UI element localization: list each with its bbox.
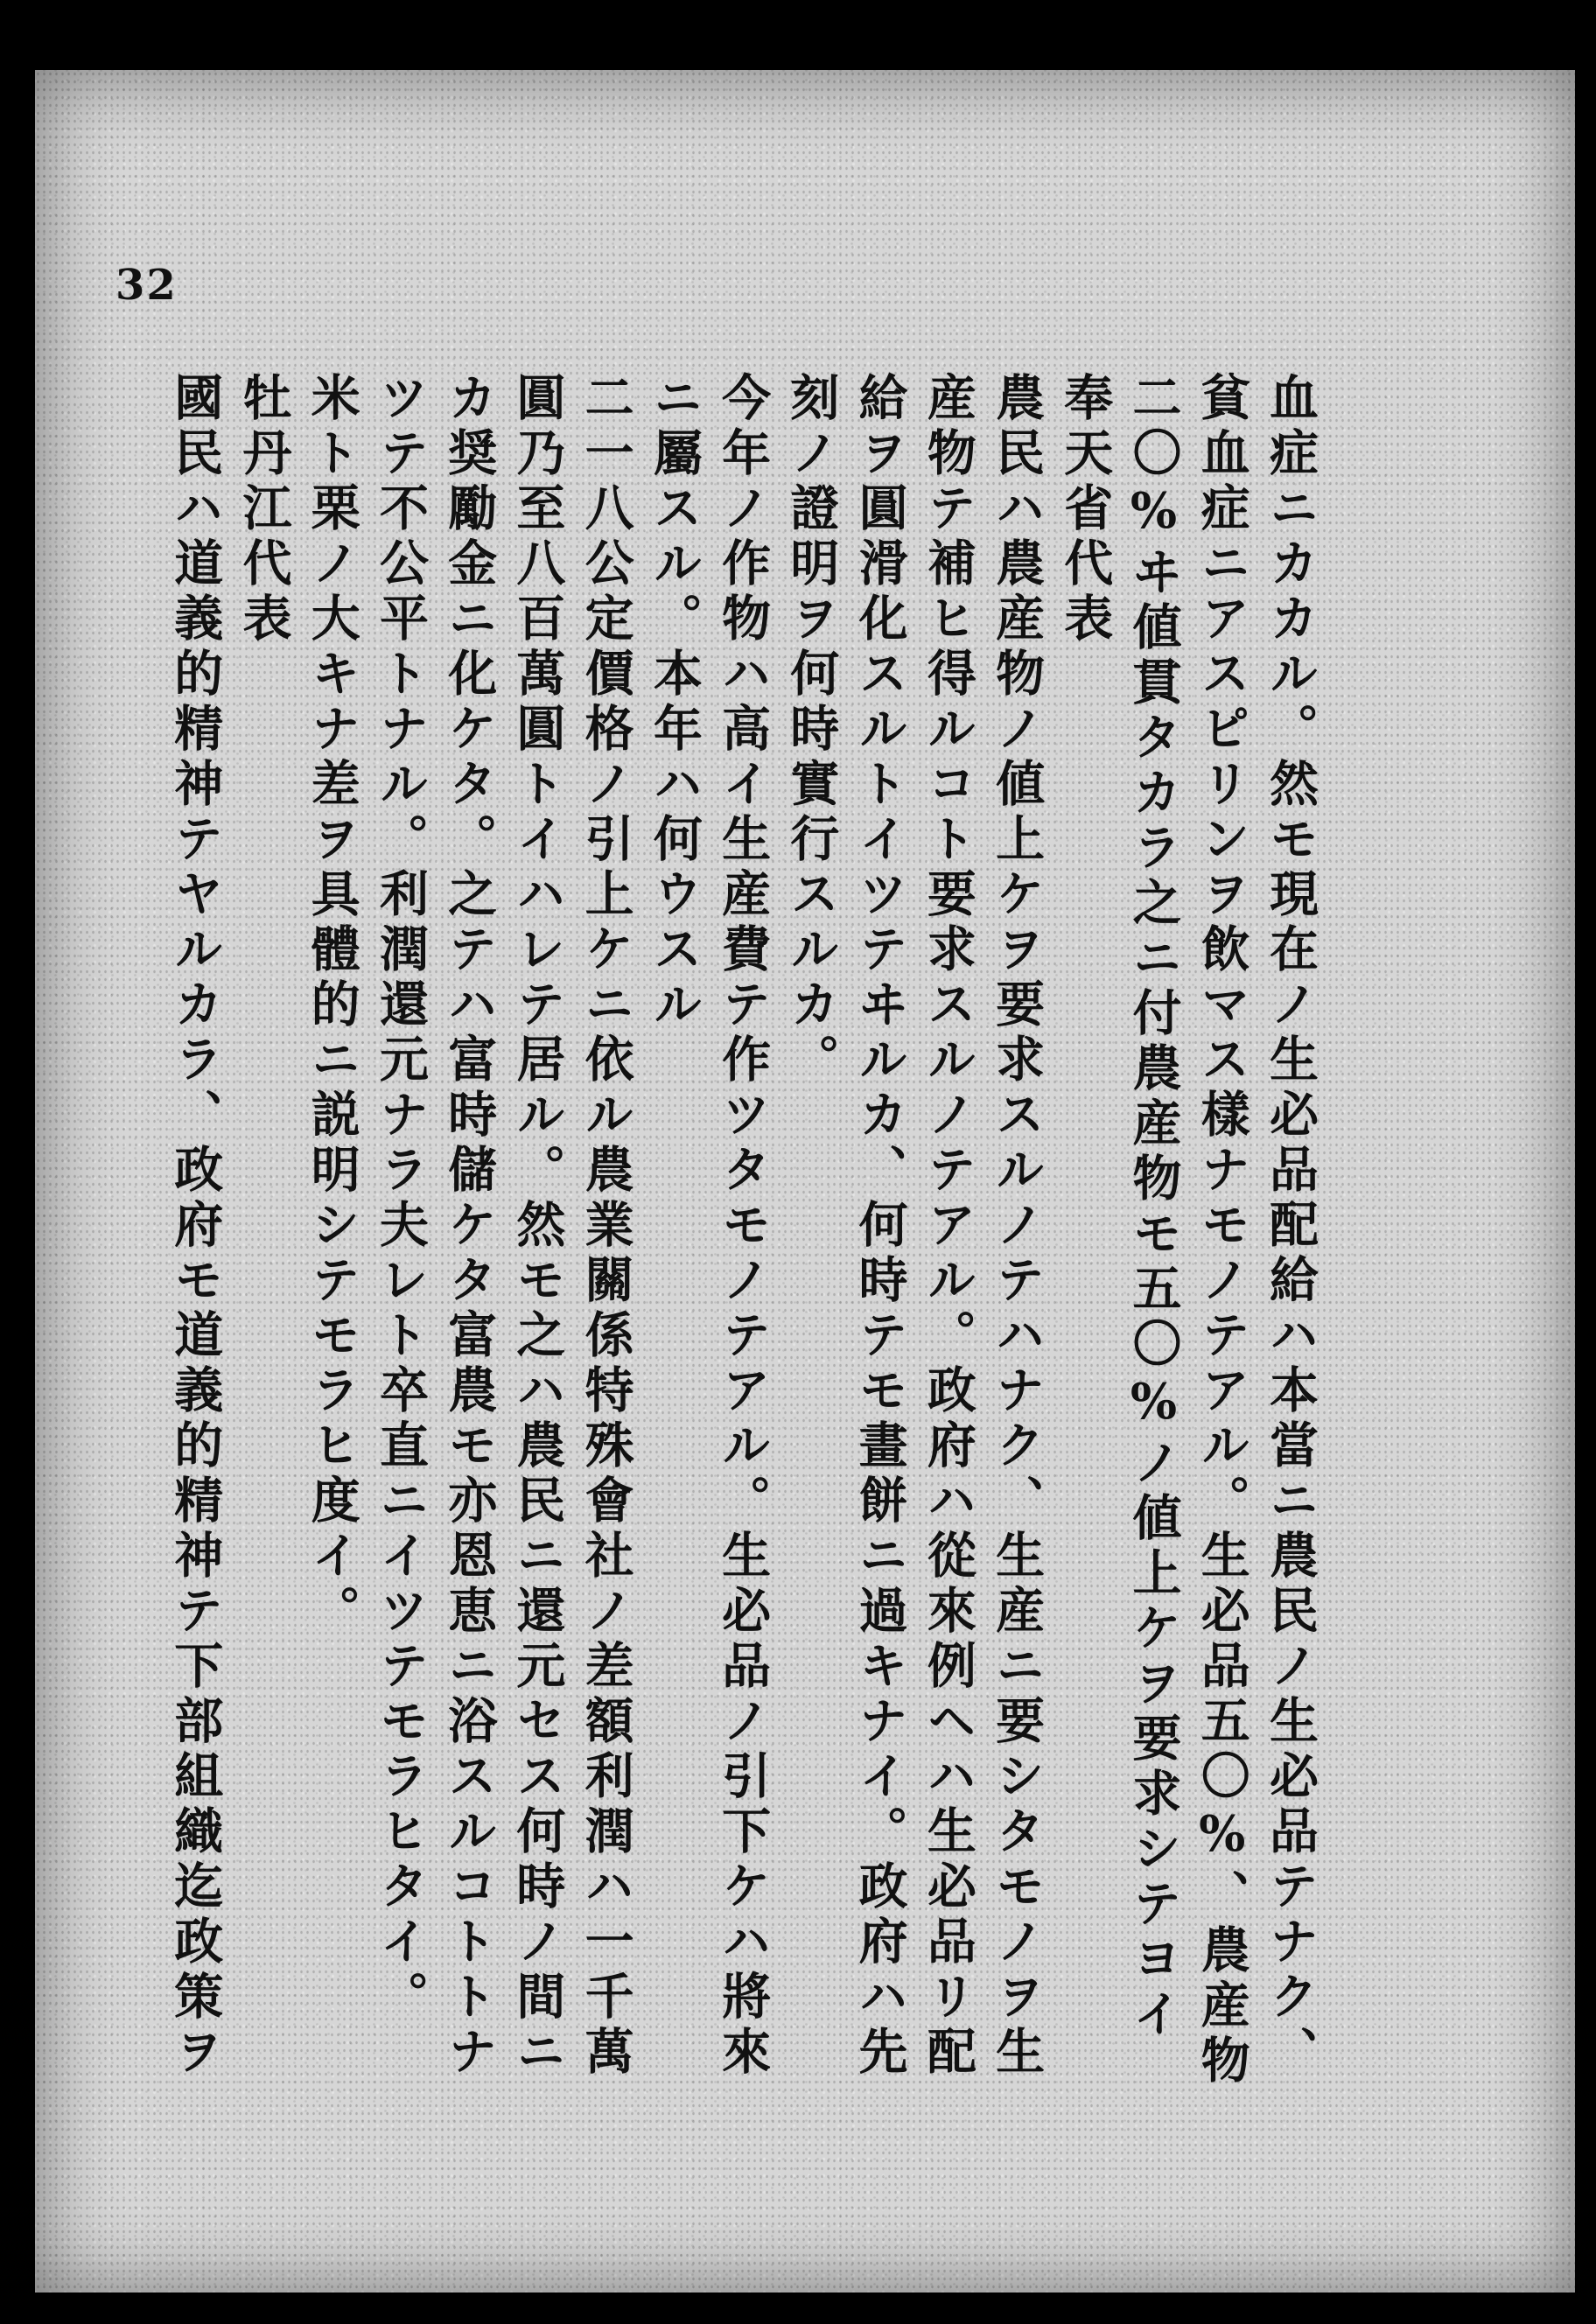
text-column-5: 農民ハ農産物ノ値上ケヲ要求スルノテハナク、生産ニ要シタモノヲ生: [988, 372, 1046, 2081]
text-column-1: 血症ニカカル。然モ現在ノ生必品配給ハ本當ニ農民ノ生必品テナク、: [1262, 372, 1320, 2081]
text-column-6: 産物テ補ヒ得ルコト要求スルノテアル。政府ハ從來例ヘハ生必品リ配: [919, 372, 977, 2081]
text-column-2: 貧血症ニアスピリンヲ飲マス樣ナモノテアル。生必品五〇%、農産物: [1193, 372, 1251, 2090]
vertical-text-block: [166, 372, 1330, 2227]
text-column-17: 國民ハ道義的精神テヤルカラ、政府モ道義的精神テ下部組織迄政策ヲ: [166, 372, 225, 2081]
speaker-heading-fengtian: 奉天省代表: [1056, 372, 1115, 648]
text-column-10: ニ屬スル。本年ハ何ウスル: [645, 372, 704, 1033]
page-number: 32: [116, 261, 178, 310]
text-column-12: 圓乃至八百萬圓トイハレテ居ル。然モ之ハ農民ニ還元セス何時ノ間ニ: [508, 372, 567, 2081]
text-column-15: 米ト栗ノ大キナ差ヲ具體的ニ説明シテモラヒ度イ。: [303, 372, 361, 1640]
text-column-9: 今年ノ作物ハ高イ生産費テ作ツタモノテアル。生必品ノ引下ケハ將來: [714, 372, 773, 2081]
document-page: [35, 70, 1575, 2292]
text-column-14: ツテ不公平トナル。利潤還元ナラ夫レト卒直ニイツテモラヒタイ。: [371, 372, 430, 2026]
text-column-13: カ奨勵金ニ化ケタ。之テハ富時儲ケタ富農モ亦恩恵ニ浴スルコトトナ: [440, 372, 499, 2081]
text-column-11: 二一八公定價格ノ引上ケニ依ル農業關係特殊會社ノ差額利潤ハ一千萬: [577, 372, 635, 2081]
text-column-8: 刻ノ證明ヲ何時實行スルカ。: [782, 372, 841, 1088]
speaker-heading-mudanjiang: 牡丹江代表: [234, 372, 293, 648]
text-column-7: 給ヲ圓滑化スルトイツテヰルカ、何時テモ畫餅ニ過キナイ。政府ハ先: [850, 372, 909, 2081]
text-column-3: 二〇%ヰ値貫タカラ之ニ付農産物モ五〇%ノ値上ケヲ要求シテヨイ: [1124, 372, 1183, 2043]
